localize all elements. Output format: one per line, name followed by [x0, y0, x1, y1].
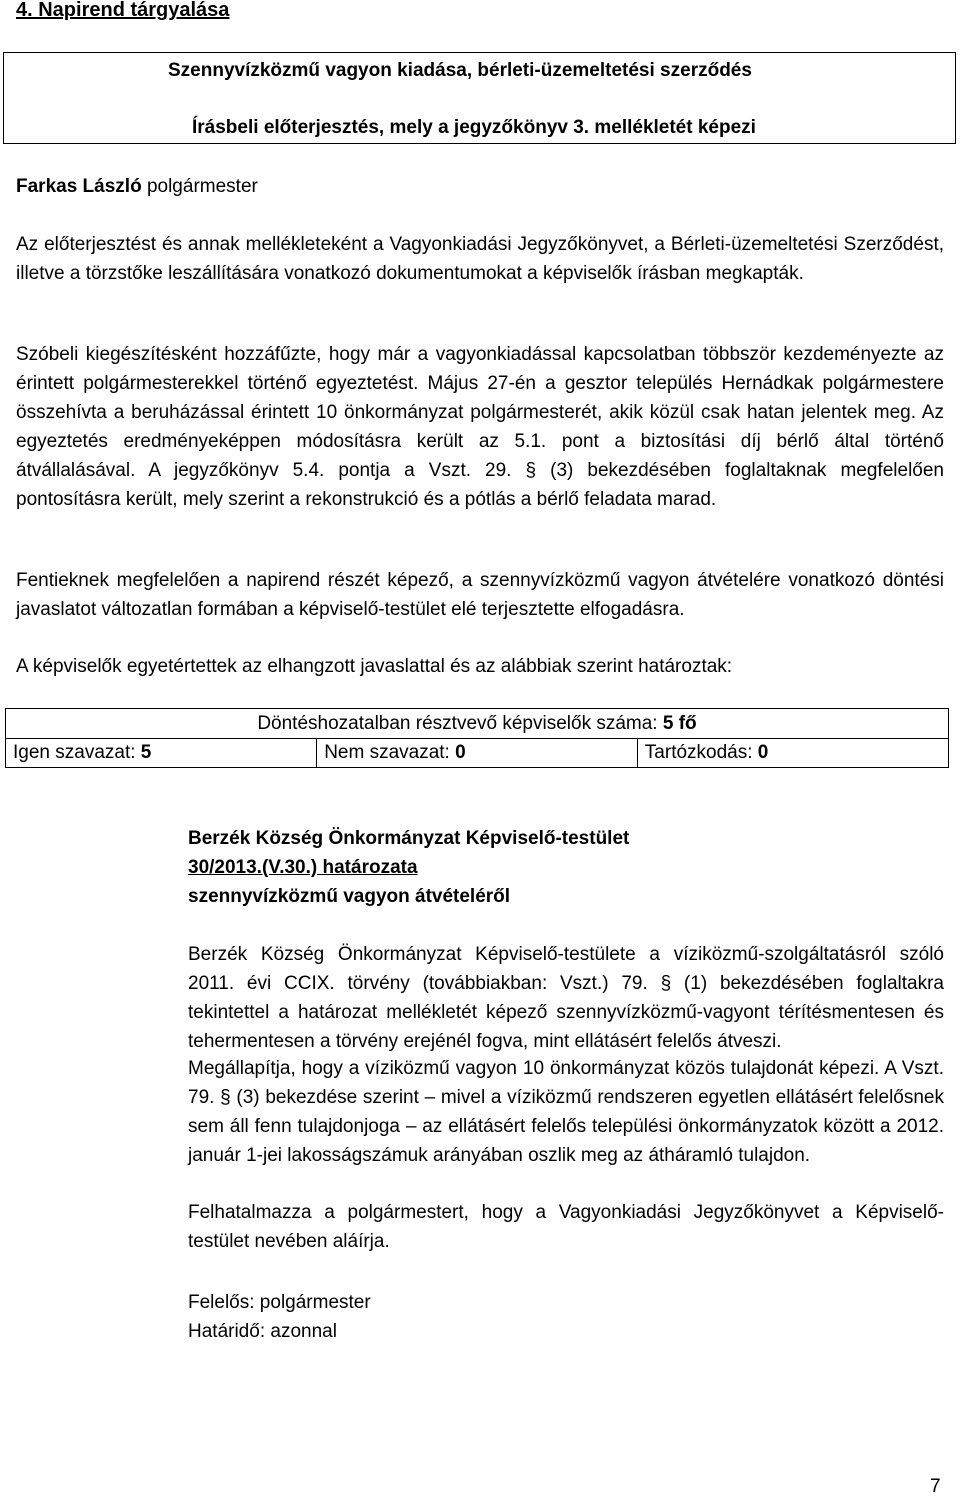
resolution-responsible: Felelős: polgármester — [188, 1292, 371, 1313]
resolution-number: 30/2013.(V.30.) határozata — [188, 857, 418, 878]
resolution-subject: szennyvízközmű vagyon átvételéről — [188, 886, 511, 907]
resolution-deadline: Határidő: azonnal — [188, 1321, 337, 1342]
resolution-text-ownership: Megállapítja, hogy a víziközmű vagyon 10 önkormányzat közös tulajdonát képezi. A Vszt. 79. § (3) bekezdése szerint – mivel a víziközmű rendszeren egyetlen ellátásért felelősnek sem áll fenn tulajdonjoga – az ellátásért felelős települési önkormányzatok között a 2012. január 1-jei lakosságszámuk arányában oszlik meg az átháramló tulajdon. — [188, 1058, 944, 1166]
presenter-role: polgármester — [141, 176, 258, 197]
abstain-value: 0 — [757, 742, 769, 763]
vote-table — [5, 708, 949, 768]
participants-value: 5 fő — [662, 712, 697, 734]
presenter-name: Farkas László — [16, 176, 142, 197]
resolution-body-name: Berzék Község Önkormányzat Képviselő-testület — [188, 828, 630, 849]
resolution-text-authorization: Felhatalmazza a polgármestert, hogy a Vagyonkiadási Jegyzőkönyvet a Képviselő-testület nevében aláírja. — [188, 1202, 944, 1252]
presenter — [16, 172, 258, 201]
paragraph-decision-intro: A képviselők egyetértettek az elhangzott javaslattal és az alábbiak szerint határoztak: — [16, 656, 733, 677]
paragraph-documents: Az előterjesztést és annak mellékleteként a Vagyonkiadási Jegyzőkönyvet, a Bérleti-üzemeltetési Szerződést, illetve a törzstőke leszállítására vonatkozó dokumentumokat a képviselők írásban megkapták. — [16, 234, 944, 284]
resolution-text-takeover: Berzék Község Önkormányzat Képviselő-testülete a víziközmű-szolgáltatásról szóló 2011. évi CCIX. törvény (továbbiakban: Vszt.) 79. § (1) bekezdésében foglaltakra tekintettel a határozat mellékletét képező szennyvízközmű-vagyont térítésmentesen és tehermentesen a törvény erejénél fogva, mint ellátásért felelős átveszi. — [188, 944, 944, 1052]
vote-result-row — [6, 739, 949, 768]
paragraph-proposal: Fentieknek megfelelően a napirend részét képező, a szennyvízközmű vagyon átvételére vonatkozó döntési javaslatot változatlan formában a képviselő-testület elé terjesztette elfogadásra. — [16, 570, 944, 620]
yes-label: Igen szavazat: — [13, 742, 141, 763]
abstain-label: Tartózkodás: — [644, 742, 758, 763]
vote-header-row — [6, 709, 949, 739]
yes-cell — [6, 739, 317, 768]
agenda-subtitle: Írásbeli előterjesztés, mely a jegyzőkönyv 3. mellékletét képezi — [192, 117, 756, 138]
participants-cell — [6, 709, 949, 739]
page-number: 7 — [930, 1476, 941, 1497]
paragraph-supplement: Szóbeli kiegészítésként hozzáfűzte, hogy már a vagyonkiadással kapcsolatban többször kezdeményezte az érintett polgármesterekkel történő egyeztetést. Május 27-én a gesztor település Hernádkak polgármestere összehívta a beruházással érintett 10 önkormányzat polgármesterét, akik közül csak hatan jelentek meg. Az egyeztetés eredményeképpen módosításra került az 5.1. pont a biztosítási díj bérlő által történő átvállalásával. A jegyzőkönyv 5.4. pontja a Vszt. 29. § (3) bekezdésében foglaltaknak megfelelően pontosításra került, mely szerint a rekonstrukció és a pótlás a bérlő feladata marad. — [16, 344, 944, 510]
no-value: 0 — [455, 742, 466, 763]
abstain-cell — [637, 739, 948, 768]
no-cell — [317, 739, 638, 768]
agenda-title: Szennyvízközmű vagyon kiadása, bérleti-üzemeltetési szerződés — [168, 60, 752, 81]
participants-label: Döntéshozatalban résztvevő képviselők száma: — [257, 712, 663, 734]
no-label: Nem szavazat: — [324, 742, 456, 763]
agenda-heading: 4. Napirend tárgyalása — [16, 0, 230, 21]
yes-value: 5 — [140, 742, 152, 763]
